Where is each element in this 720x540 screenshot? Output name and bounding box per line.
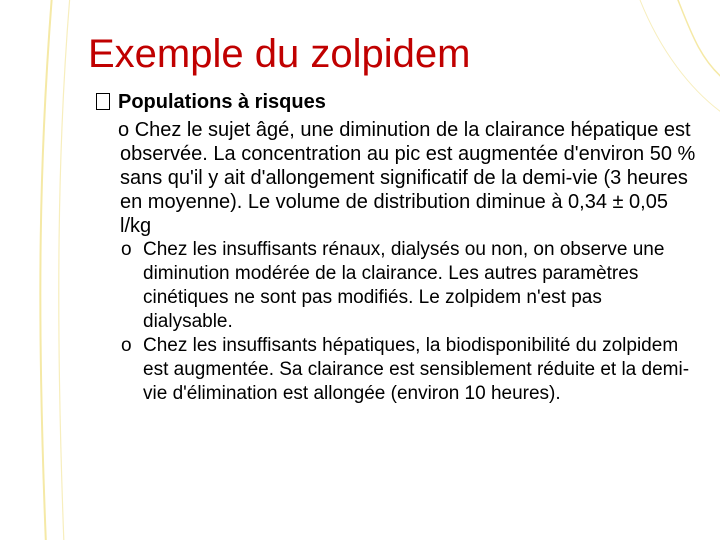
list-item-text: Chez les insuffisants hépatiques, la biodisponibilité du zolpidem est augmentée. Sa clairance est sensiblement réduite et la demi-vie d'élimination est allongée (environ 10 heures). [143, 335, 690, 404]
sub-bullet-marker: o [121, 239, 132, 260]
square-bullet-icon [96, 93, 110, 110]
list-item-text: Chez les insuffisants rénaux, dialysés ou non, on observe une diminution modérée de la clairance. Les autres paramètres cinétiques ne sont pas modifiés. Le zolpidem n'est pas dialysable. [143, 239, 665, 332]
section-heading-row [96, 90, 696, 114]
sub-bullet-marker: o [118, 119, 130, 141]
slide-title: Exemple du zolpidem [88, 32, 471, 76]
list-item [121, 334, 696, 406]
list-item [121, 238, 696, 334]
sub-bullet-marker: o [121, 335, 132, 356]
section-heading: Populations à risques [118, 91, 326, 113]
slide-body [96, 90, 696, 406]
list-item [120, 118, 696, 238]
list-item-text: Chez le sujet âgé, une diminution de la clairance hépatique est observée. La concentration au pic est augmentée d'environ 50 % sans qu'il y ait d'allongement significatif de la demi-vie (3 heures en moyenne). Le volume de distribution diminue à 0,34 ± 0,05 l/kg [120, 119, 696, 237]
